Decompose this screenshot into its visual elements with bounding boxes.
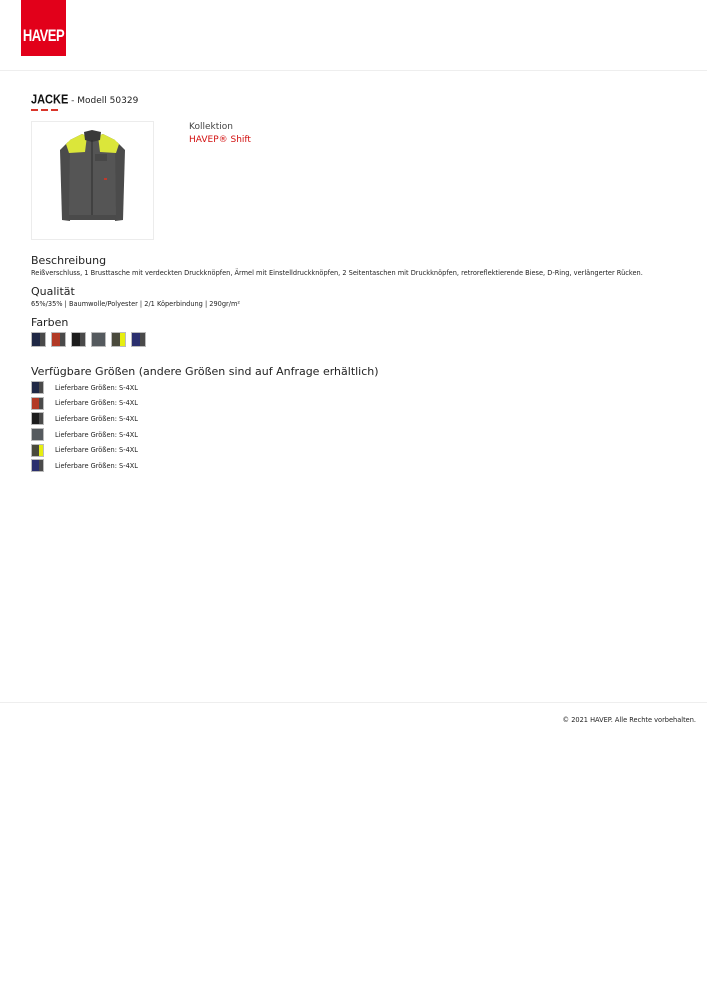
size-color-swatch — [31, 397, 44, 410]
color-swatches — [31, 332, 146, 347]
color-swatch[interactable] — [51, 332, 66, 347]
size-label: Lieferbare Größen: S-4XL — [55, 414, 138, 423]
collection-label: Kollektion — [189, 122, 233, 132]
size-label: Lieferbare Größen: S-4XL — [55, 446, 138, 455]
footer-divider — [0, 702, 707, 704]
title-underline — [31, 109, 58, 111]
size-row — [31, 396, 138, 412]
header — [0, 0, 707, 71]
size-row — [31, 427, 138, 443]
size-color-swatch — [31, 459, 44, 472]
description-heading: Beschreibung — [31, 254, 107, 267]
copyright: © 2021 HAVEP. Alle Rechte vorbehalten. — [562, 716, 696, 724]
size-color-swatch — [31, 428, 44, 441]
page-title — [31, 94, 138, 106]
size-label: Lieferbare Größen: S-4XL — [55, 461, 138, 470]
size-row — [31, 458, 138, 474]
havep-logo[interactable]: HAVEP — [21, 0, 66, 56]
color-swatch[interactable] — [31, 332, 46, 347]
color-swatch[interactable] — [111, 332, 126, 347]
sizes-list — [31, 380, 138, 474]
quality-heading: Qualität — [31, 285, 75, 298]
product-type: JACKE — [31, 92, 69, 108]
product-model: Modell 50329 — [77, 96, 139, 106]
description-text: Reißverschluss, 1 Brusttasche mit verdeckten Druckknöpfen, Ärmel mit Einstelldruckknöpfen, 2 Seitentaschen mit Druckknöpfen, retroreflektierende Biese, D-Ring, verlängerter Rücken. — [31, 269, 643, 277]
color-swatch[interactable] — [71, 332, 86, 347]
colors-heading: Farben — [31, 316, 69, 329]
product-image — [31, 121, 154, 240]
size-color-swatch — [31, 381, 44, 394]
jacket-illustration — [32, 122, 153, 239]
size-color-swatch — [31, 444, 44, 457]
size-label: Lieferbare Größen: S-4XL — [55, 430, 138, 439]
size-row — [31, 411, 138, 427]
quality-text: 65%/35% | Baumwolle/Polyester | 2/1 Köperbindung | 290gr/m² — [31, 300, 241, 308]
size-label: Lieferbare Größen: S-4XL — [55, 399, 138, 408]
color-swatch[interactable] — [131, 332, 146, 347]
title-separator: - — [68, 96, 78, 106]
collection-link[interactable]: HAVEP® Shift — [189, 135, 251, 145]
size-row — [31, 380, 138, 396]
color-swatch[interactable] — [91, 332, 106, 347]
sizes-heading: Verfügbare Größen (andere Größen sind auf Anfrage erhältlich) — [31, 365, 379, 378]
size-color-swatch — [31, 412, 44, 425]
size-label: Lieferbare Größen: S-4XL — [55, 383, 138, 392]
size-row — [31, 442, 138, 458]
